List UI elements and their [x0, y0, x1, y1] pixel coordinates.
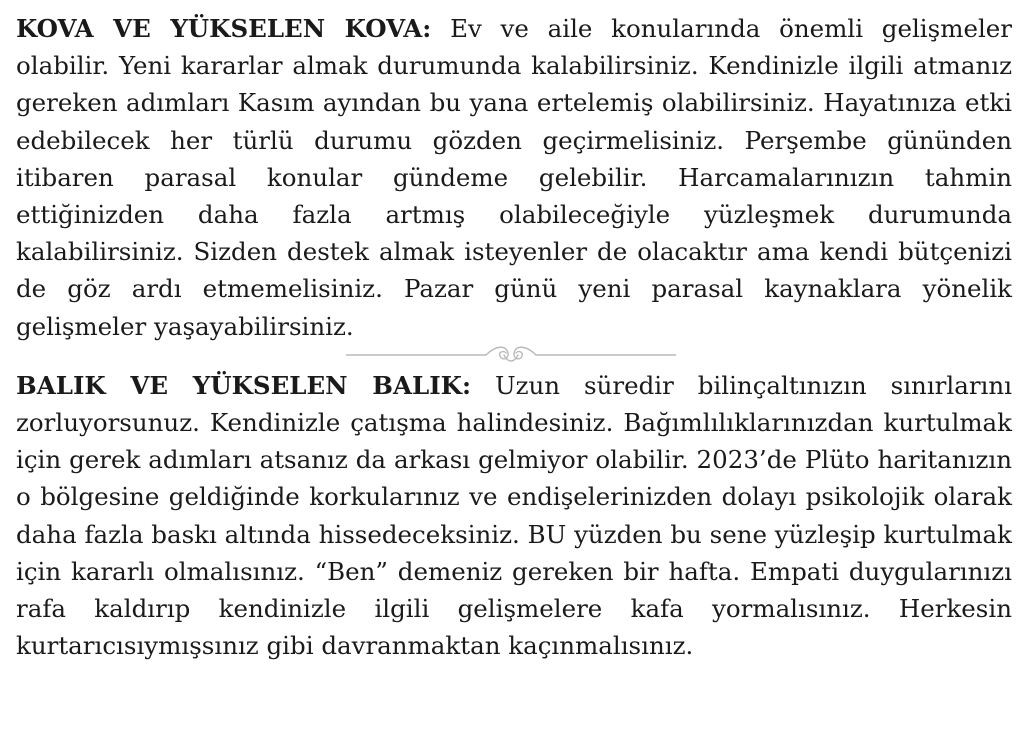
section-heading: BALIK VE YÜKSELEN BALIK:	[16, 370, 471, 400]
horoscope-article	[16, 10, 1012, 664]
section-aquarius	[16, 10, 1012, 345]
section-body: Ev ve aile konularında önemli gelişmeler olabilir. Yeni kararlar almak durumunda kalabilirsiniz. Kendinizle ilgili atmanız gereken adımları Kasım ayından bu yana ertelemiş olabilirsiniz. Hayatınıza etki edebilecek her türlü durumu gözden geçirmelisiniz. Perşembe gününden itibaren parasal konular gündeme gelebilir. Harcamalarınızın tahmin ettiğinizden daha fazla artmış olabileceğiyle yüzleşmek durumunda kalabilirsiniz. Sizden destek almak isteyenler de olacaktır ama kendi bütçenizi de göz ardı etmemelisiniz. Pazar günü yeni parasal kaynaklara yönelik gelişmeler yaşayabilirsiniz.	[16, 14, 1012, 341]
ornamental-divider-icon	[346, 339, 676, 367]
section-divider	[16, 339, 1012, 367]
section-body: Uzun süredir bilinçaltınızın sınırlarını zorluyorsunuz. Kendinizle çatışma halindesiniz. Bağımlılıklarınızdan kurtulmak için gerek adımları atsanız da arkası gelmiyor olabilir. 2023’de Plüto haritanızın o bölgesine geldiğinde korkularınız ve endişelerinizden dolayı psikolojik olarak daha fazla baskı altında hissedeceksiniz. BU yüzden bu sene yüzleşip kurtulmak için kararlı olmalısınız. “Ben” demeniz gereken bir hafta. Empati duygularınızı rafa kaldırıp kendinizle ilgili gelişmelere kafa yormalısınız. Herkesin kurtarıcısıymışsınız gibi davranmaktan kaçınmalısınız.	[16, 370, 1012, 661]
section-pisces	[16, 367, 1012, 665]
section-heading: KOVA VE YÜKSELEN KOVA:	[16, 14, 432, 43]
